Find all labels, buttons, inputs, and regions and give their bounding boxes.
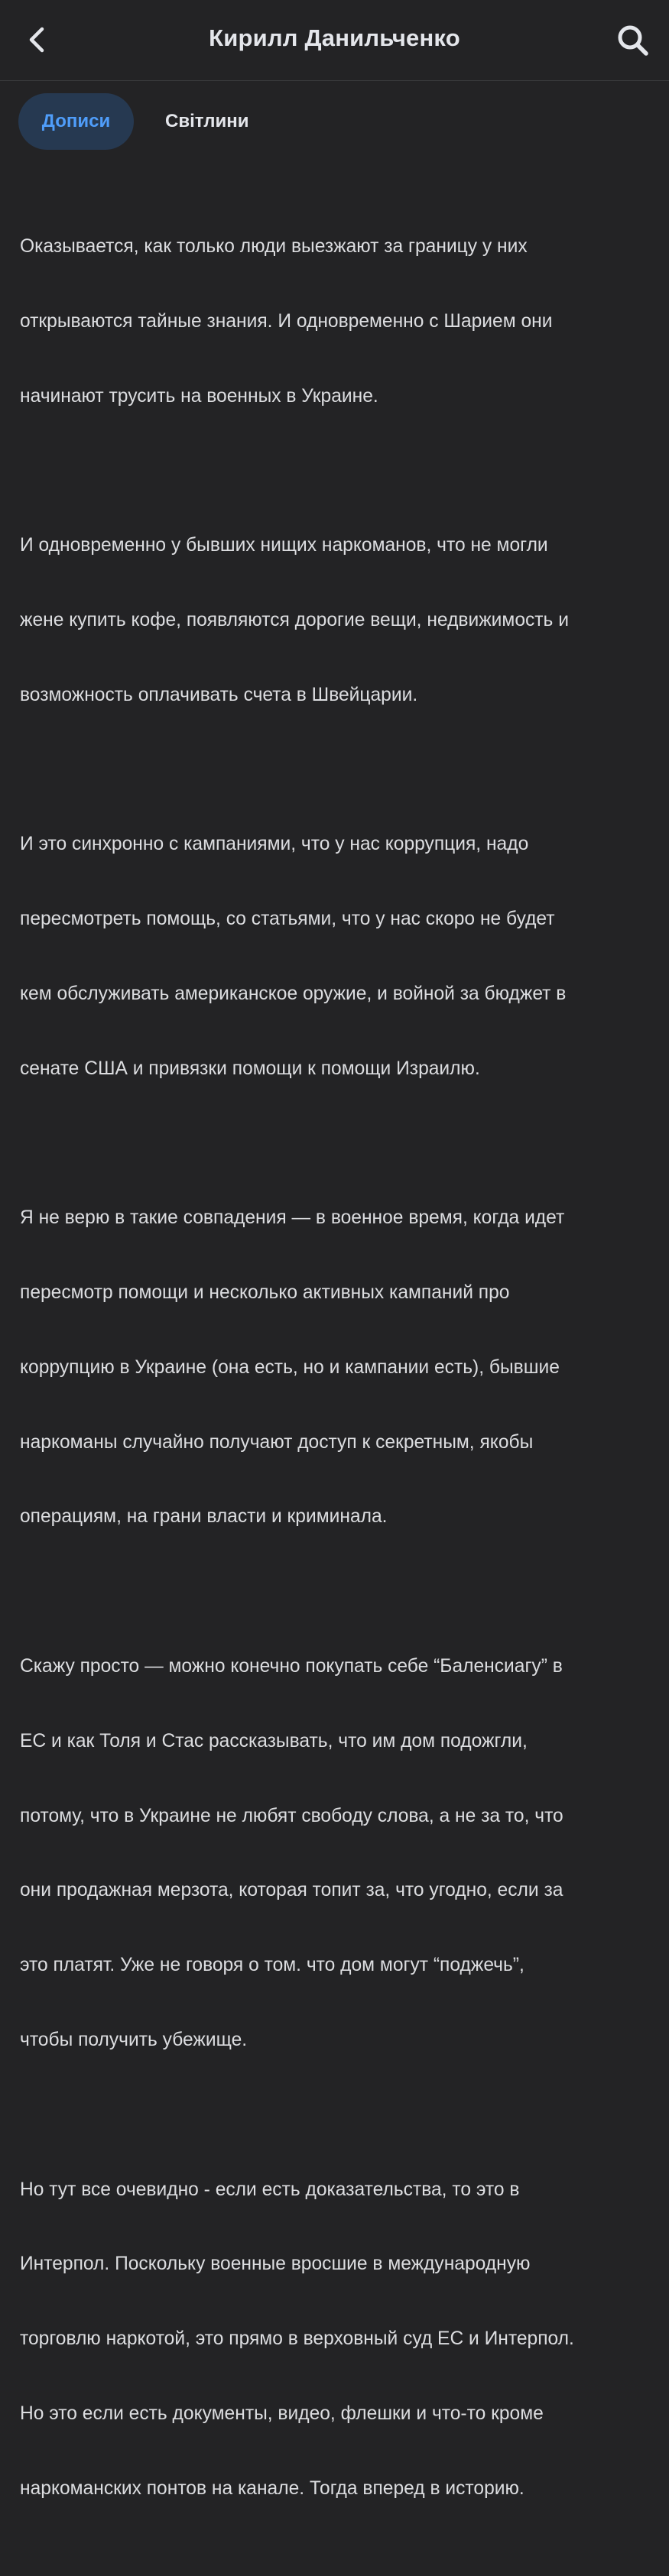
text-line: Я не верю в такие совпадения — в военное время, когда идет — [20, 1207, 565, 1229]
top-app-bar — [0, 0, 669, 81]
text-line: возможность оплачивать счета в Швейцарии. — [20, 684, 418, 705]
search-icon — [615, 23, 651, 58]
text-line: Но тут все очевидно - если есть доказательства, то это в — [20, 2179, 520, 2200]
text-line: это платят. Уже не говоря о том. что дом могут “поджечь”, — [20, 1955, 524, 1976]
text-line: сенате США и привязки помощи к помощи Израилю. — [20, 1058, 480, 1079]
text-line: пересмотреть помощь, со статьями, что у нас скоро не будет — [20, 909, 555, 930]
post-text — [20, 185, 654, 2576]
post-paragraph — [20, 484, 654, 758]
text-line: ЕС и как Толя и Стас рассказывать, что им дом подожгли, — [20, 1730, 528, 1751]
post-paragraph — [20, 1605, 654, 2103]
tab-photos[interactable]: Світлини — [165, 111, 249, 131]
search-button[interactable] — [615, 23, 651, 58]
text-line: кем обслуживать американское оружие, и войной за бюджет в — [20, 983, 567, 1004]
text-line: пересмотр помощи и несколько активных кампаний про — [20, 1282, 510, 1304]
text-line: коррупцию в Украине (она есть, но и кампании есть), бывшие — [20, 1356, 560, 1378]
page-title: Кирилл Данильченко — [209, 24, 460, 51]
text-line: И это синхронно с кампаниями, что у нас коррупция, надо — [20, 834, 529, 855]
post-paragraph — [20, 2127, 654, 2551]
post-paragraph — [20, 783, 654, 1131]
tab-posts[interactable]: Дописи — [18, 93, 134, 150]
text-line: чтобы получить убежище. — [20, 2029, 248, 2050]
post-paragraph — [20, 185, 654, 459]
text-line: потому, что в Украине не любят свободу слова, а не за то, что — [20, 1805, 563, 1826]
text-line: открываются тайные знания. И одновременно с Шарием они — [20, 310, 553, 332]
text-line: торговлю наркотой, это прямо в верховный суд ЕС и Интерпол. — [20, 2328, 574, 2350]
text-line: Интерпол. Поскольку военные вросшие в международную — [20, 2254, 531, 2275]
text-line: жене купить кофе, появляются дорогие вещи, недвижимость и — [20, 610, 569, 631]
text-line: наркоманы случайно получают доступ к секретным, якобы — [20, 1431, 534, 1453]
post-paragraph — [20, 1156, 654, 1580]
text-line: Но это если есть документы, видео, флешки и что-то кроме — [20, 2403, 544, 2424]
text-line: наркоманских понтов на канале. Тогда вперед в историю. — [20, 2477, 524, 2499]
text-line: Оказывается, как только люди выезжают за границу у них — [20, 236, 528, 258]
text-line: операциям, на грани власти и криминала. — [20, 1506, 388, 1528]
text-line: И одновременно у бывших нищих наркоманов, что не могли — [20, 535, 548, 556]
text-line: Скажу просто — можно конечно покупать себе “Баленсиагу” в — [20, 1656, 563, 1677]
text-line: они продажная мерзота, которая топит за, что угодно, если за — [20, 1880, 563, 1901]
text-line: начинают трусить на военных в Украине. — [20, 385, 378, 407]
